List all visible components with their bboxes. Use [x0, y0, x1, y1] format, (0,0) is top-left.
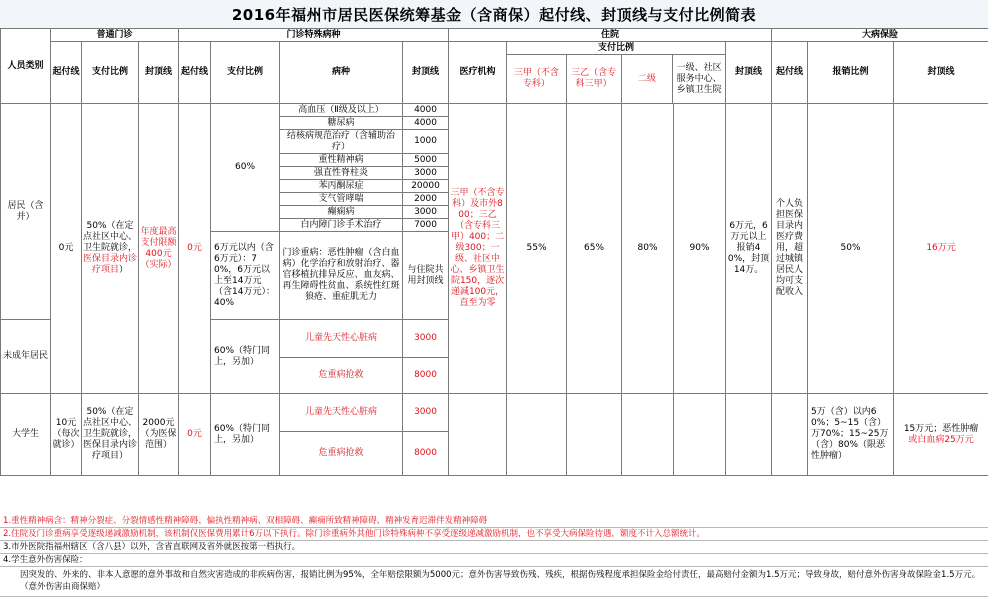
critical-threshold: 个人负担医保目录内医疗费用，超过城镇居民人均可支配收入: [772, 104, 808, 394]
header-special-threshold: 起付线: [179, 42, 211, 104]
critical-rescue: 危重病抢救: [280, 358, 403, 394]
critical-student-cap: [894, 394, 988, 476]
inpatient-ratio-2: 80%: [622, 104, 674, 394]
header-critical-cap: 封顶线: [894, 42, 988, 104]
header-special-ratio: 支付比例: [211, 42, 280, 104]
special-ratio-60: 60%: [211, 104, 280, 232]
congenital-cap: 3000: [403, 320, 449, 358]
disease-name: 强直性脊柱炎: [280, 167, 403, 180]
disease-cap: 1000: [403, 130, 449, 154]
disease-cap: 3000: [403, 206, 449, 219]
header-critical-insurance: 大病保险: [772, 29, 988, 42]
header-grade-3b: 三乙（含专科三甲）: [567, 55, 622, 103]
critical-rescue-cap: 8000: [403, 358, 449, 394]
critical-student-ratio: 5万（含）以内60%；5~15（含）万70%；15~25万（含）80%（限恶性肿瘤）: [808, 394, 894, 476]
student-inpatient-blank: [449, 394, 507, 476]
sheet-title: 2016年福州市居民医保统筹基金（含商保）起付线、封顶线与支付比例简表: [0, 0, 988, 28]
disease-cap: 20000: [403, 180, 449, 193]
header-grade-1: 一级、社区服务中心、乡镇卫生院: [676, 62, 722, 95]
student-inpatient-blank: [507, 394, 567, 476]
header-ratio-group: [507, 42, 726, 104]
general-student-threshold: 10元（每次就诊）: [51, 394, 82, 476]
student-rescue-cap: 8000: [403, 432, 449, 476]
disease-cap: 3000: [403, 167, 449, 180]
inpatient-ratio-1: 90%: [674, 104, 726, 394]
disease-cap: 7000: [403, 219, 449, 232]
congenital-heart: 儿童先天性心脏病: [280, 320, 403, 358]
special-ratio-tiered: 6万元以内（含6万元）：70%，6万元以上至14万元（含14万元）：40%: [211, 232, 280, 320]
student-inpatient-blank: [622, 394, 674, 476]
special-ratio-kids: 60%（特门同上，另加）: [211, 320, 280, 394]
special-resident-threshold: 0元: [179, 104, 211, 394]
general-student-ratio: 50%（在定点社区中心、卫生院就诊，医保目录内诊疗项目）: [82, 394, 139, 476]
disease-cap: 4000: [403, 117, 449, 130]
disease-cap: 2000: [403, 193, 449, 206]
notes-section: [0, 515, 988, 597]
header-inpatient-cap: 封顶线: [726, 42, 772, 104]
general-resident-ratio: [82, 104, 139, 394]
student-inpatient-blank: [567, 394, 622, 476]
disease-name: 高血压（Ⅱ级及以上）: [280, 104, 403, 117]
disease-cap: 5000: [403, 154, 449, 167]
header-disease: 病种: [280, 42, 403, 104]
inpatient-cap: 6万元，6万元以上报销40%，封顶14万。: [726, 104, 772, 394]
header-person-type: 人员类别: [1, 29, 51, 104]
general-ratio-text-b: 医保目录内诊疗项目: [83, 254, 138, 275]
note-4: 4.学生意外伤害保险：: [0, 554, 988, 567]
header-inpatient: 住院: [449, 29, 772, 42]
disease-cap: 4000: [403, 104, 449, 117]
general-resident-cap: 年度最高支付限额400元（实际）: [139, 104, 179, 394]
note-2: 2.住院及门诊重病享受逐级递减激励机制，该机制仅医保费用累计6万以下执行。除门诊重病外其他门诊特殊病种不享受逐级递减激励机制，也不享受大病保险待遇，额度不计入总额统计。: [0, 528, 988, 541]
row-resident: 居民（含并）: [1, 104, 51, 320]
major-diseases: 门诊重病：恶性肿瘤（含白血病）化学治疗和放射治疗、器官移植抗排异反应、血友病、再生障碍性贫血、系统性红斑狼疮、重症肌无力: [280, 232, 403, 320]
general-student-cap: 2000元（为医保范围）: [139, 394, 179, 476]
header-critical-threshold: 起付线: [772, 42, 808, 104]
disease-name: 苯丙酮尿症: [280, 180, 403, 193]
header-general-ratio: 支付比例: [82, 42, 139, 104]
student-heart-cap: 3000: [403, 394, 449, 432]
header-general-threshold: 起付线: [51, 42, 82, 104]
special-student-threshold: 0元: [179, 394, 211, 476]
header-general-cap: 封顶线: [139, 42, 179, 104]
disease-name: 癫痫病: [280, 206, 403, 219]
note-3: 3.市外医院指福州辖区（含八县）以外，含省直联网及省外就医按第一档执行。: [0, 541, 988, 554]
student-heart: 儿童先天性心脏病: [280, 394, 403, 432]
student-inpatient-blank: [726, 394, 772, 476]
general-resident-threshold: 0元: [51, 104, 82, 394]
special-student-ratio: 60%（特门同上，另加）: [211, 394, 280, 476]
inpatient-institution-desc: 三甲（不含专科）及市外800；三乙（含专科三甲）400；二级300；一级、社区中心、乡镇卫生院150，逐次递减100元，直至为零: [449, 104, 507, 394]
header-grade-2: 二级: [622, 55, 674, 103]
note-1: 1.重性精神病含：精神分裂症、分裂情感性精神障碍、偏执性精神病、双相障碍、癫痫所致精神障碍、精神发育迟滞伴发精神障碍: [0, 515, 988, 528]
critical-cap: 16万元: [894, 104, 988, 394]
general-ratio-text-a: 50%（在定点社区中心、卫生院就诊，: [83, 221, 138, 253]
note-5: 因突发的、外来的、非本人意愿的意外事故和自然灾害造成的非疾病伤害，报销比例为95%，全年赔偿限额为5000元；意外伤害导致伤残、残疾，根据伤残程度承担保险金给付责任，最高赔付金额为1.5万元；导致身故，赔付意外伤害身故保险金1.5万元。（意外伤害由商保赔）: [0, 567, 988, 597]
header-reimburse-ratio: 报销比例: [808, 42, 894, 104]
header-inpatient-ratio: 支付比例: [507, 42, 725, 55]
disease-name: 白内障门诊手术治疗: [280, 219, 403, 232]
header-institution: 医疗机构: [449, 42, 507, 104]
student-inpatient-blank: [674, 394, 726, 476]
row-minor: 未成年居民: [1, 320, 51, 394]
row-student: 大学生: [1, 394, 51, 476]
inpatient-ratio-3b: 65%: [567, 104, 622, 394]
student-rescue: 危重病抢救: [280, 432, 403, 476]
header-special-clinic: 门诊特殊病种: [179, 29, 449, 42]
critical-student-cap-b: 或白血病25万元: [908, 434, 974, 445]
header-special-cap: 封顶线: [403, 42, 449, 104]
major-cap: 与住院共用封顶线: [403, 232, 449, 320]
disease-name: 支气管哮喘: [280, 193, 403, 206]
critical-ratio: 50%: [808, 104, 894, 394]
header-grade-3a: 三甲（不含专科）: [507, 55, 567, 103]
general-ratio-text-c: ）: [119, 265, 129, 275]
disease-name: 糖尿病: [280, 117, 403, 130]
policy-table: [0, 28, 988, 476]
critical-student-cap-a: 15万元；恶性肿瘤: [903, 423, 979, 434]
inpatient-ratio-3a: 55%: [507, 104, 567, 394]
header-general-clinic: 普通门诊: [51, 29, 179, 42]
student-critical-blank: [772, 394, 808, 476]
disease-name: 重性精神病: [280, 154, 403, 167]
disease-name: 结核病规范治疗（含辅助治疗）: [280, 130, 403, 154]
